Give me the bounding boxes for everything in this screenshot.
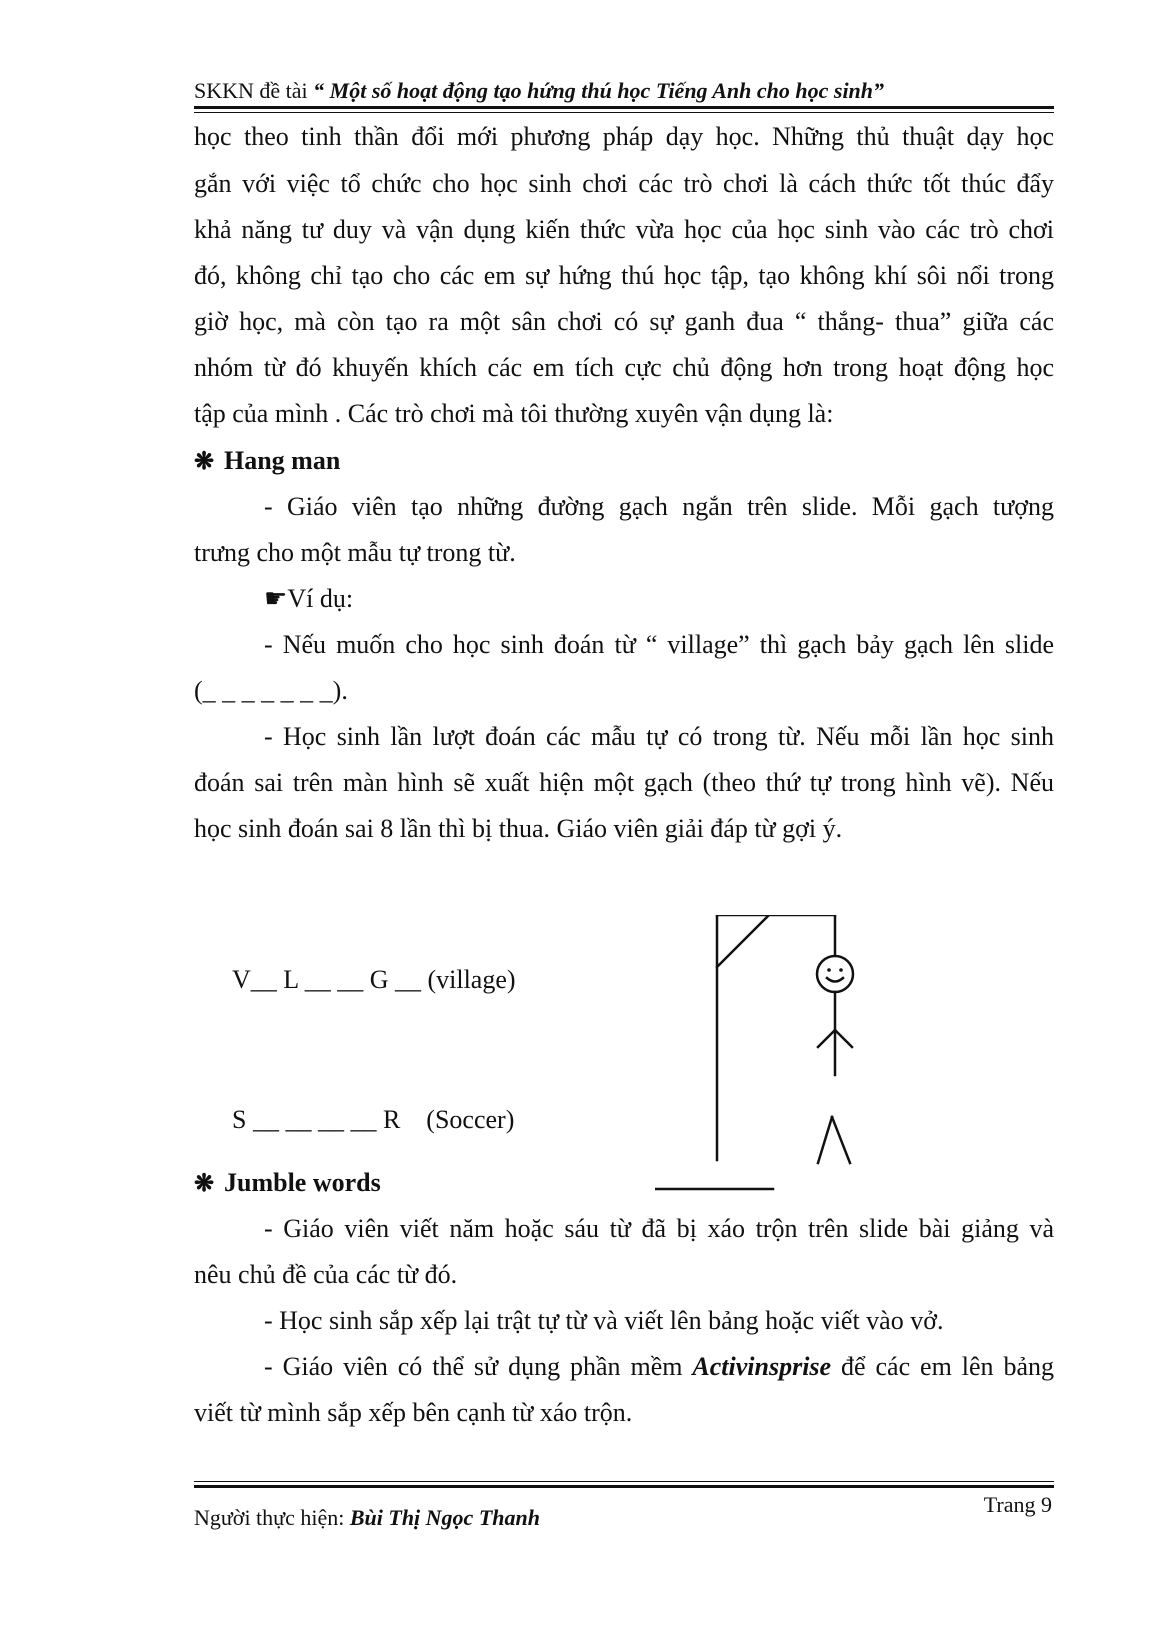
jumble-p1-line-1: - Giáo viên viết năm hoặc sáu từ đã bị xáo trộn trên slide bài giảng và (264, 1214, 1054, 1243)
hangman-p3-line-1: - Học sinh lần lượt đoán các mẫu tự có trong từ. Nếu mỗi lần học sinh (264, 722, 1054, 751)
jumble-bullet-icon: ❋ (194, 1171, 215, 1197)
jumble-p3-pre: - Giáo viên có thể sử dụng phần mềm (264, 1352, 693, 1381)
footer-rule-thick (194, 1485, 1054, 1488)
hangman-right-eye (839, 968, 843, 972)
jumble-heading (194, 1159, 381, 1208)
hangman-left-leg (818, 1117, 832, 1163)
jumble-p3-line-1 (264, 1343, 1054, 1390)
author-label: Người thực hiện: (194, 1505, 350, 1530)
jumble-p1-line-2: nêu chủ đề của các từ đó. (194, 1260, 458, 1289)
author-name: Bùi Thị Ngọc Thanh (349, 1505, 540, 1530)
example-label (264, 575, 353, 622)
hangman-p1-line-2: trưng cho một mẫu tự trong từ. (194, 538, 516, 567)
hangman-p1-line-1: - Giáo viên tạo những đường gạch ngắn trên slide. Mỗi gạch tượng (264, 492, 1054, 521)
hangman-right-arm (835, 1030, 852, 1047)
footer-rule-thin (194, 1481, 1054, 1482)
header-topic: “ Một số hoạt động tạo hứng thú học Tiếng Anh cho học sinh” (313, 78, 885, 103)
example-word-soccer: S __ __ __ __ R (Soccer) (232, 1105, 515, 1134)
hangman-drawing (655, 915, 855, 1205)
hangman-left-eye (827, 968, 831, 972)
hangman-right-leg (832, 1117, 850, 1163)
hangman-smile (827, 978, 843, 982)
pointing-hand-icon: ☛ (264, 584, 288, 613)
hangman-title: Hang man (224, 446, 341, 475)
hangman-p2-line-1: - Nếu muốn cho học sinh đoán từ “ village” thì gạch bảy gạch lên slide (264, 630, 1054, 659)
example-label-text: Ví dụ: (287, 584, 354, 613)
hangman-p3-line-3: học sinh đoán sai 8 lần thì bị thua. Giáo viên giải đáp từ gợi ý. (194, 814, 843, 843)
jumble-p3-line-2: viết từ mình sắp xếp bên cạnh từ xáo trộn. (194, 1398, 633, 1427)
intro-line-7: tập của mình . Các trò chơi mà tôi thường xuyên vận dụng là: (194, 399, 834, 428)
software-name: Activinsprise (692, 1352, 832, 1381)
page-header (194, 78, 1052, 104)
jumble-p3-post: để các em lên bảng (831, 1352, 1054, 1381)
intro-line-4: đó, không chỉ tạo cho các em sự hứng thú học tập, tạo không khí sôi nổi trong (194, 261, 1054, 290)
intro-line-6: nhóm từ đó khuyến khích các em tích cực chủ động hơn trong hoạt động học (194, 353, 1054, 382)
page-number: Trang 9 (983, 1492, 1052, 1517)
hangman-bullet-icon: ❋ (194, 449, 215, 475)
header-prefix: SKKN đề tài (194, 78, 314, 103)
intro-line-1: học theo tinh thần đổi mới phương pháp dạy học. Những thủ thuật dạy học (194, 122, 1054, 151)
hangman-p2-line-2: (_ _ _ _ _ _ _). (194, 676, 348, 705)
header-rule-thick (194, 106, 1054, 109)
intro-line-5: giờ học, mà còn tạo ra một sân chơi có sự ganh đua “ thắng- thua” giữa các (194, 307, 1054, 336)
hangman-heading (194, 437, 340, 486)
example-word-village: V__ L __ __ G __ (village) (232, 965, 516, 994)
footer-author (194, 1505, 540, 1531)
gallows-brace (717, 915, 769, 967)
hangman-left-arm (818, 1030, 835, 1047)
intro-line-3: khả năng tư duy và vận dụng kiến thức vừa học của học sinh vào các trò chơi (194, 215, 1054, 244)
hangman-p3-line-2: đoán sai trên màn hình sẽ xuất hiện một gạch (theo thứ tự trong hình vẽ). Nếu (194, 768, 1054, 797)
jumble-title: Jumble words (224, 1168, 381, 1197)
hangman-head (817, 956, 853, 992)
intro-line-2: gắn với việc tổ chức cho học sinh chơi các trò chơi là cách thức tốt thúc đẩy (194, 169, 1054, 198)
jumble-p2: - Học sinh sắp xếp lại trật tự từ và viết lên bảng hoặc viết vào vở. (264, 1306, 944, 1335)
